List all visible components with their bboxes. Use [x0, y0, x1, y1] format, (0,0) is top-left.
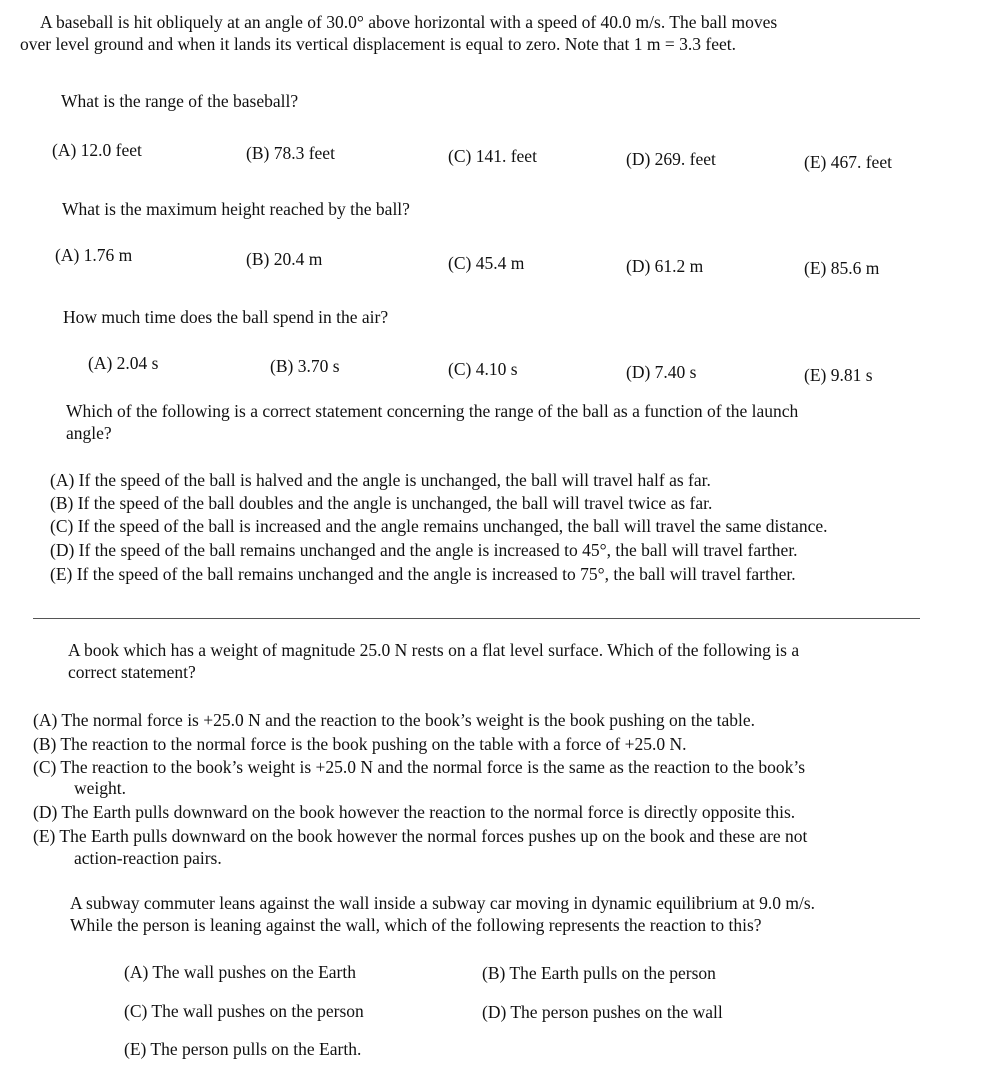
q6-option-a[interactable]: (A) The wall pushes on the Earth: [124, 962, 356, 982]
q5-prompt: [68, 639, 799, 683]
q2-option-a[interactable]: (A) 1.76 m: [55, 245, 133, 265]
q4-option-c[interactable]: (C) If the speed of the ball is increased and the angle remains unchanged, the ball will travel the same distance.: [50, 516, 828, 536]
section-divider: [33, 618, 920, 619]
q3-option-a[interactable]: (A) 2.04 s: [88, 353, 159, 373]
intro-line-2: over level ground and when it lands its vertical displacement is equal to zero. Note that 1 m = 3.3 feet.: [20, 34, 736, 54]
q5-option-c[interactable]: (C) The reaction to the book’s weight is +25.0 N and the normal force is the same as the reaction to the book’s: [33, 757, 806, 777]
q6-prompt-line-2: While the person is leaning against the wall, which of the following represents the reaction to this?: [70, 915, 762, 935]
q4-option-a[interactable]: (A) If the speed of the ball is halved and the angle is unchanged, the ball will travel half as far.: [50, 470, 711, 490]
q4-option-e[interactable]: (E) If the speed of the ball remains unchanged and the angle is increased to 75°, the ball will travel farther.: [50, 564, 796, 584]
q4-prompt-line-2: angle?: [66, 423, 112, 443]
q1-option-c[interactable]: (C) 141. feet: [448, 146, 537, 166]
q4-option-d[interactable]: (D) If the speed of the ball remains unchanged and the angle is increased to 45°, the ball will travel farther.: [50, 540, 798, 560]
q2-option-c[interactable]: (C) 45.4 m: [448, 253, 525, 273]
q4-prompt-line-1: Which of the following is a correct statement concerning the range of the ball as a function of the launch: [66, 401, 799, 421]
q6-option-d[interactable]: (D) The person pushes on the wall: [482, 1002, 723, 1022]
q5-prompt-line-2: correct statement?: [68, 662, 196, 682]
q4-option-b[interactable]: (B) If the speed of the ball doubles and the angle is unchanged, the ball will travel twice as far.: [50, 493, 713, 513]
q2-option-b[interactable]: (B) 20.4 m: [246, 249, 323, 269]
q5-option-c-cont: weight.: [74, 778, 127, 798]
q6-option-b[interactable]: (B) The Earth pulls on the person: [482, 963, 716, 983]
q3-prompt: How much time does the ball spend in the air?: [63, 307, 389, 327]
q6-option-e[interactable]: (E) The person pulls on the Earth.: [124, 1039, 362, 1059]
intro-line-1: A baseball is hit obliquely at an angle of 30.0° above horizontal with a speed of 40.0 m/s. The ball moves: [40, 12, 778, 32]
q3-option-e[interactable]: (E) 9.81 s: [804, 365, 873, 385]
q6-prompt: [70, 892, 815, 936]
q5-option-d[interactable]: (D) The Earth pulls downward on the book however the reaction to the normal force is directly opposite this.: [33, 802, 796, 822]
q1-option-a[interactable]: (A) 12.0 feet: [52, 140, 142, 160]
q1-option-b[interactable]: (B) 78.3 feet: [246, 143, 335, 163]
q6-prompt-line-1: A subway commuter leans against the wall inside a subway car moving in dynamic equilibrium at 9.0 m/s.: [70, 893, 816, 913]
q1-option-d[interactable]: (D) 269. feet: [626, 149, 716, 169]
q1-option-e[interactable]: (E) 467. feet: [804, 152, 892, 172]
q3-option-b[interactable]: (B) 3.70 s: [270, 356, 340, 376]
q3-option-c[interactable]: (C) 4.10 s: [448, 359, 518, 379]
q5-option-b[interactable]: (B) The reaction to the normal force is the book pushing on the table with a force of +25.0 N.: [33, 734, 687, 754]
q5-prompt-line-1: A book which has a weight of magnitude 25.0 N rests on a flat level surface. Which of the following is a: [68, 640, 800, 660]
q2-option-d[interactable]: (D) 61.2 m: [626, 256, 704, 276]
q3-option-d[interactable]: (D) 7.40 s: [626, 362, 697, 382]
q5-option-a[interactable]: (A) The normal force is +25.0 N and the reaction to the book’s weight is the book pushing on the table.: [33, 710, 756, 730]
q2-option-e[interactable]: (E) 85.6 m: [804, 258, 880, 278]
q4-prompt: [66, 400, 798, 444]
problem-intro: [20, 11, 777, 55]
q1-prompt: What is the range of the baseball?: [61, 91, 299, 111]
q5-option-e-cont: action-reaction pairs.: [74, 848, 222, 868]
q2-prompt: What is the maximum height reached by the ball?: [62, 199, 410, 219]
q6-option-c[interactable]: (C) The wall pushes on the person: [124, 1001, 364, 1021]
q5-option-e[interactable]: (E) The Earth pulls downward on the book however the normal forces pushes up on the book and these are not: [33, 826, 808, 846]
